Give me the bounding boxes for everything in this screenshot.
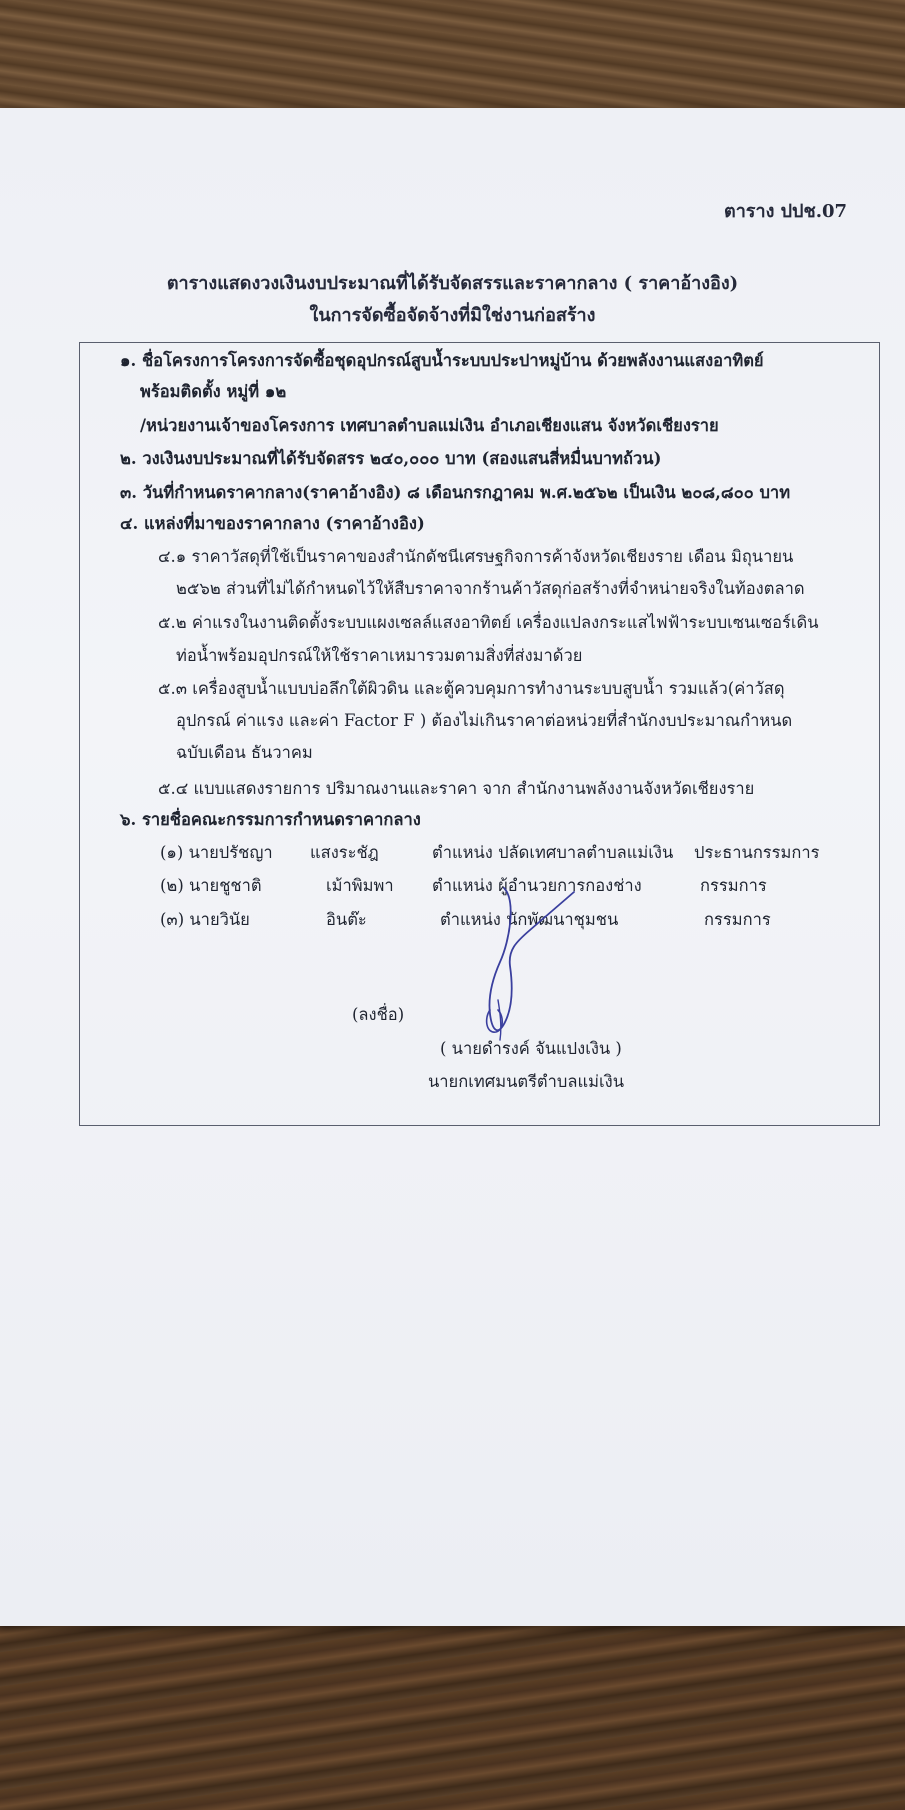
member3-role: กรรมการ	[704, 910, 771, 929]
member1-name: (๑) นายปรัชญา	[160, 843, 273, 862]
item2: ๒. วงเงินงบประมาณที่ได้รับจัดสรร ๒๔๐,๐๐๐ บาท (สองแสนสี่หมื่นบาทถ้วน)	[120, 449, 662, 468]
signature-stroke	[489, 888, 574, 1030]
member3-name: (๓) นายวินัย	[160, 910, 250, 929]
member3-surname: อินต๊ะ	[326, 910, 367, 929]
form-code: ตาราง ปปช.07	[724, 201, 848, 222]
item4-2-line1: ๕.๒ ค่าแรงในงานติดตั้งระบบแผงเซลล์แสงอาทิตย์ เครื่องแปลงกระแสไฟฟ้าระบบเซนเซอร์เดิน	[158, 613, 819, 632]
item4-4-line1: ๕.๔ แบบแสดงรายการ ปริมาณงานและราคา จาก สำนักงานพลังงานจังหวัดเชียงราย	[158, 779, 755, 798]
signer-name: ( นายดำรงค์ จันแปงเงิน )	[440, 1039, 622, 1058]
document-subtitle: ในการจัดซื้อจัดจ้างที่มิใช่งานก่อสร้าง	[309, 305, 596, 326]
member3-position: ตำแหน่ง นักพัฒนาชุมชน	[440, 910, 619, 929]
item6-heading: ๖. รายชื่อคณะกรรมการกำหนดราคากลาง	[120, 810, 421, 829]
item4-3-line1: ๕.๓ เครื่องสูบน้ำแบบบ่อลึกใต้ผิวดิน และตู้ควบคุมการทำงานระบบสูบน้ำ รวมแล้ว(ค่าวัสดุ	[158, 679, 785, 698]
item4-3-line2: อุปกรณ์ ค่าแรง และค่า Factor F ) ต้องไม่เกินราคาต่อหน่วยที่สำนักงบประมาณกำหนด	[176, 711, 793, 730]
member2-name: (๒) นายชูชาติ	[160, 876, 262, 895]
wood-background-top	[0, 0, 905, 112]
item3: ๓. วันที่กำหนดราคากลาง(ราคาอ้างอิง) ๘ เดือนกรกฎาคม พ.ศ.๒๕๖๒ เป็นเงิน ๒๐๘,๘๐๐ บาท	[120, 483, 791, 502]
item4-1-line2: ๒๕๖๒ ส่วนที่ไม่ได้กำหนดไว้ให้สืบราคาจากร้านค้าวัสดุก่อสร้างที่จำหน่ายจริงในท้องตลาด	[176, 579, 805, 598]
item4-1-line1: ๔.๑ ราคาวัสดุที่ใช้เป็นราคาของสำนักดัชนีเศรษฐกิจการค้าจังหวัดเชียงราย เดือน มิถุนายน	[158, 547, 794, 566]
item1-line1: ๑. ชื่อโครงการโครงการจัดซื้อชุดอุปกรณ์สูบน้ำระบบประปาหมู่บ้าน ด้วยพลังงานแสงอาทิตย์	[120, 351, 764, 370]
signature-stroke-tail	[498, 1000, 501, 1040]
document-title: ตารางแสดงวงเงินงบประมาณที่ได้รับจัดสรรและราคากลาง ( ราคาอ้างอิง)	[166, 273, 739, 294]
member1-position: ตำแหน่ง ปลัดเทศบาลตำบลแม่เงิน	[432, 843, 674, 862]
item4-2-line2: ท่อน้ำพร้อมอุปกรณ์ให้ใช้ราคาเหมารวมตามสิ่งที่ส่งมาด้วย	[176, 646, 583, 665]
item4-heading: ๔. แหล่งที่มาของราคากลาง (ราคาอ้างอิง)	[120, 514, 425, 533]
member1-role: ประธานกรรมการ	[694, 843, 820, 862]
sign-label: (ลงชื่อ)	[352, 1005, 405, 1024]
item1-line2: พร้อมติดตั้ง หมู่ที่ ๑๒	[140, 382, 287, 401]
item4-3-line3: ฉบับเดือน ธันวาคม	[176, 743, 313, 762]
member2-surname: เม้าพิมพา	[326, 876, 394, 895]
member2-position: ตำแหน่ง ผู้อำนวยการกองช่าง	[432, 876, 642, 895]
item1-line3: /หน่วยงานเจ้าของโครงการ เทศบาลตำบลแม่เงิน อำเภอเชียงแสน จังหวัดเชียงราย	[140, 416, 719, 435]
member1-surname: แสงระชัฎ	[310, 843, 379, 862]
handwritten-signature	[470, 880, 600, 1050]
wood-background-bottom	[0, 1618, 905, 1810]
member2-role: กรรมการ	[700, 876, 767, 895]
signer-title: นายกเทศมนตรีตำบลแม่เงิน	[428, 1072, 624, 1091]
